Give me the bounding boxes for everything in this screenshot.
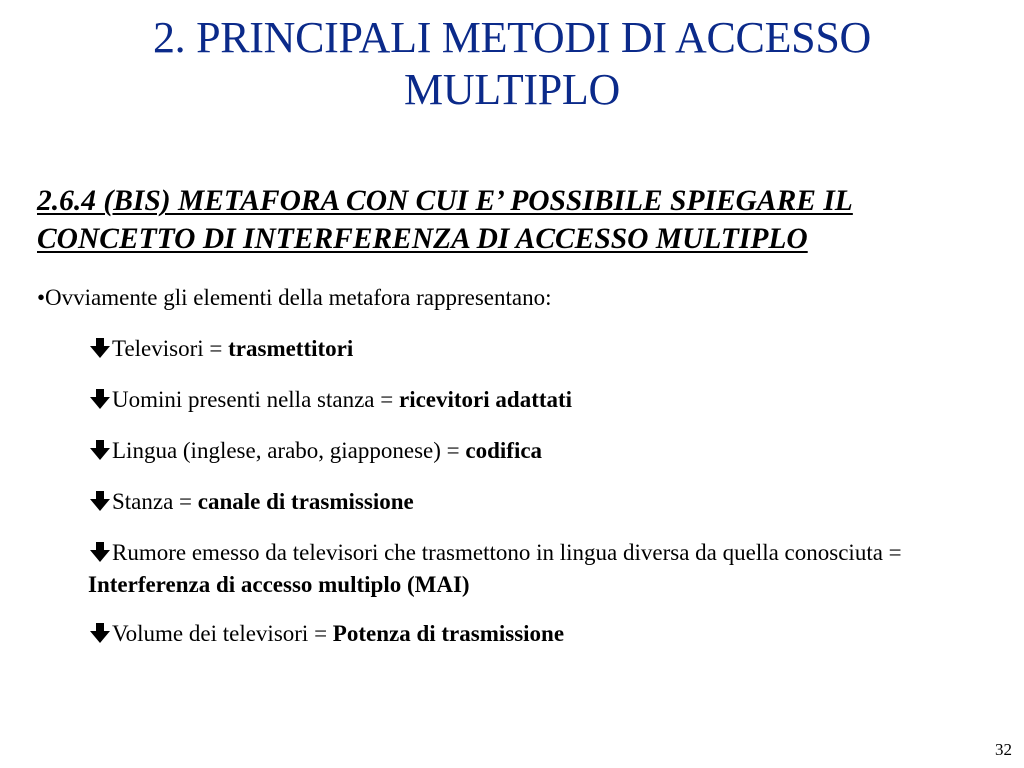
section-heading bbox=[37, 182, 997, 258]
down-arrow-icon bbox=[88, 439, 112, 461]
item-term: Uomini presenti nella stanza = bbox=[112, 387, 399, 412]
item-meaning: ricevitori adattati bbox=[398, 387, 573, 412]
metaphor-list bbox=[88, 333, 988, 669]
list-item bbox=[88, 384, 988, 416]
slide-title bbox=[0, 12, 1024, 116]
down-arrow-icon bbox=[88, 490, 112, 512]
item-meaning: trasmettitori bbox=[228, 336, 354, 361]
item-meaning: Potenza di trasmissione bbox=[332, 621, 565, 646]
list-item bbox=[88, 537, 988, 601]
page-number: 32 bbox=[995, 740, 1012, 759]
down-arrow-icon bbox=[88, 541, 112, 563]
item-term: Lingua (inglese, arabo, giapponese) = bbox=[112, 438, 466, 463]
slide-title-line-1: 2. PRINCIPALI METODI DI ACCESSO bbox=[152, 13, 872, 62]
list-item bbox=[88, 333, 988, 365]
item-term: Stanza = bbox=[112, 489, 198, 514]
down-arrow-icon bbox=[88, 388, 112, 410]
intro-bullet: •Ovviamente gli elementi della metafora rappresentano: bbox=[37, 285, 552, 310]
item-meaning: canale di trasmissione bbox=[197, 489, 414, 514]
item-term: Rumore emesso da televisori che trasmettono in lingua diversa da quella conosciuta = bbox=[112, 540, 902, 565]
section-heading-line-2: CONCETTO DI INTERFERENZA DI ACCESSO MULTIPLO bbox=[37, 223, 808, 255]
section-heading-line-1: 2.6.4 (BIS) METAFORA CON CUI E’ POSSIBILE SPIEGARE IL bbox=[37, 185, 853, 217]
list-item bbox=[88, 486, 988, 518]
item-term: Volume dei televisori = bbox=[112, 621, 333, 646]
down-arrow-icon bbox=[88, 622, 112, 644]
list-item bbox=[88, 435, 988, 467]
item-meaning: codifica bbox=[465, 438, 543, 463]
slide-title-line-2: MULTIPLO bbox=[404, 65, 620, 114]
item-term: Televisori = bbox=[112, 336, 229, 361]
down-arrow-icon bbox=[88, 337, 112, 359]
item-meaning: Interferenza di accesso multiplo (MAI) bbox=[88, 572, 470, 597]
list-item bbox=[88, 618, 988, 650]
